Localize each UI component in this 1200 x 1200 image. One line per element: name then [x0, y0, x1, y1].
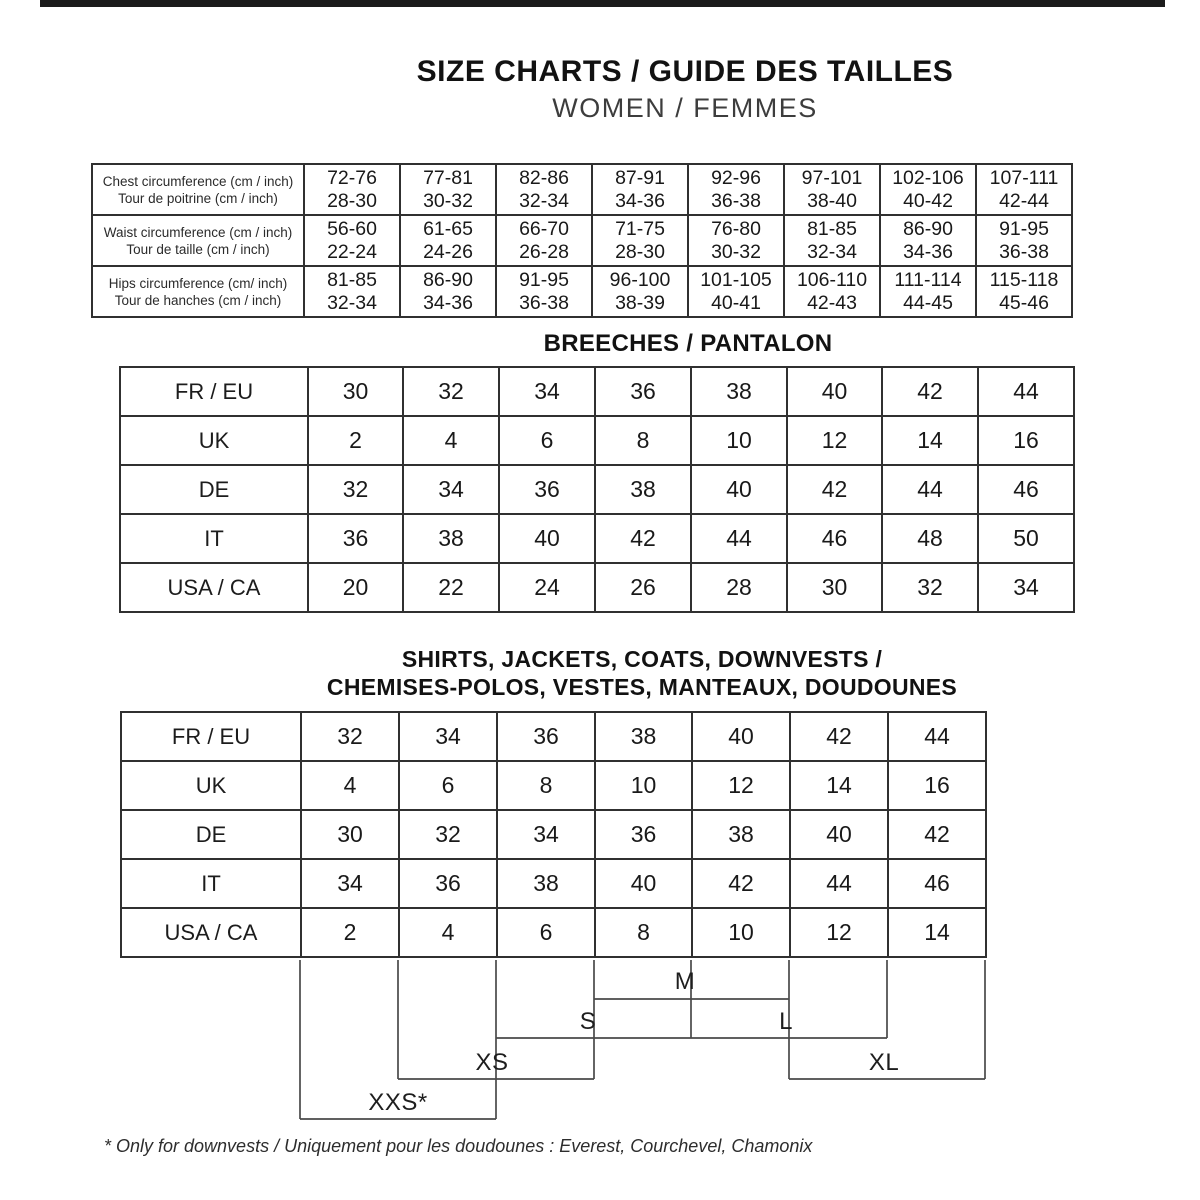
size-value: 10: [691, 416, 787, 465]
size-value: 34: [399, 712, 497, 761]
region-label: IT: [121, 859, 301, 908]
size-label-xxs: XXS*: [368, 1089, 428, 1116]
label-fr: Tour de poitrine (cm / inch): [118, 190, 278, 206]
size-value: 12: [692, 761, 790, 810]
measurement-label: [92, 215, 304, 266]
size-label-xl: XL: [868, 1049, 900, 1076]
inch-range: 44-45: [903, 291, 953, 314]
label-fr: Tour de hanches (cm / inch): [114, 292, 282, 308]
size-value: 42: [888, 810, 986, 859]
size-value: 36: [595, 810, 692, 859]
size-label-m: M: [674, 968, 696, 995]
size-value: 36: [308, 514, 403, 563]
size-label-xs: XS: [475, 1049, 509, 1076]
size-value: 36: [499, 465, 595, 514]
size-value: 28: [691, 563, 787, 612]
size-value: 32: [301, 712, 399, 761]
size-value: 14: [790, 761, 888, 810]
page-title: SIZE CHARTS / GUIDE DES TAILLES: [416, 55, 954, 88]
region-label: UK: [121, 761, 301, 810]
size-label-s: S: [579, 1008, 597, 1035]
size-value: 38: [595, 712, 692, 761]
measurement-cell: [784, 266, 880, 317]
table-row: [121, 712, 986, 761]
inch-range: 42-44: [999, 189, 1049, 212]
cm-range: 106-110: [796, 268, 868, 291]
size-value: 10: [692, 908, 790, 957]
inch-range: 38-40: [807, 189, 857, 212]
measurement-label: [92, 164, 304, 215]
size-value: 6: [499, 416, 595, 465]
size-value: 40: [499, 514, 595, 563]
size-value: 8: [595, 908, 692, 957]
measurements-table: [91, 163, 1073, 318]
size-value: 16: [978, 416, 1074, 465]
measurement-cell: [592, 215, 688, 266]
cm-range: 81-85: [807, 217, 857, 240]
inch-range: 30-32: [711, 240, 761, 263]
cm-range: 86-90: [423, 268, 473, 291]
cm-range: 82-86: [519, 166, 569, 189]
page-subtitle: WOMEN / FEMMES: [552, 93, 818, 123]
cm-range: 91-95: [519, 268, 569, 291]
measurement-cell: [880, 164, 976, 215]
cm-range: 66-70: [519, 217, 569, 240]
size-value: 6: [399, 761, 497, 810]
cm-range: 111-114: [894, 268, 962, 291]
size-value: 30: [308, 367, 403, 416]
size-value: 44: [882, 465, 978, 514]
size-value: 44: [888, 712, 986, 761]
inch-range: 32-34: [807, 240, 857, 263]
region-label: FR / EU: [120, 367, 308, 416]
inch-range: 34-36: [423, 291, 473, 314]
size-value: 8: [497, 761, 595, 810]
inch-range: 24-26: [423, 240, 473, 263]
inch-range: 34-36: [903, 240, 953, 263]
size-value: 16: [888, 761, 986, 810]
measurement-cell: [304, 215, 400, 266]
cm-range: 101-105: [700, 268, 772, 291]
table-row: [121, 859, 986, 908]
size-value: 24: [499, 563, 595, 612]
table-row: [92, 266, 1072, 317]
size-value: 44: [790, 859, 888, 908]
cm-range: 102-106: [892, 166, 964, 189]
inch-range: 40-41: [711, 291, 761, 314]
size-value: 30: [301, 810, 399, 859]
size-value: 34: [499, 367, 595, 416]
inch-range: 36-38: [519, 291, 569, 314]
measurement-cell: [496, 164, 592, 215]
measurement-cell: [976, 215, 1072, 266]
size-value: 38: [692, 810, 790, 859]
measurement-cell: [400, 215, 496, 266]
size-value: 44: [691, 514, 787, 563]
size-value: 40: [692, 712, 790, 761]
size-value: 48: [882, 514, 978, 563]
measurement-cell: [688, 266, 784, 317]
size-value: 38: [595, 465, 691, 514]
size-value: 42: [882, 367, 978, 416]
size-value: 32: [399, 810, 497, 859]
region-label: DE: [121, 810, 301, 859]
cm-range: 81-85: [327, 268, 377, 291]
table-row: [120, 465, 1074, 514]
size-value: 14: [882, 416, 978, 465]
size-value: 4: [301, 761, 399, 810]
size-value: 6: [497, 908, 595, 957]
region-label: UK: [120, 416, 308, 465]
size-value: 26: [595, 563, 691, 612]
size-value: 40: [691, 465, 787, 514]
shirts-heading-line1: SHIRTS, JACKETS, COATS, DOWNVESTS /: [401, 646, 883, 672]
size-value: 46: [888, 859, 986, 908]
measurement-cell: [400, 266, 496, 317]
size-value: 2: [301, 908, 399, 957]
measurement-cell: [784, 164, 880, 215]
measurement-cell: [880, 215, 976, 266]
size-value: 32: [308, 465, 403, 514]
inch-range: 28-30: [615, 240, 665, 263]
size-value: 42: [595, 514, 691, 563]
size-value: 10: [595, 761, 692, 810]
measurement-label: [92, 266, 304, 317]
size-value: 32: [403, 367, 499, 416]
measurement-cell: [400, 164, 496, 215]
size-value: 34: [301, 859, 399, 908]
inch-range: 45-46: [999, 291, 1049, 314]
inch-range: 36-38: [999, 240, 1049, 263]
scan-edge-bar: [40, 0, 1165, 7]
size-value: 50: [978, 514, 1074, 563]
region-label: IT: [120, 514, 308, 563]
cm-range: 97-101: [801, 166, 863, 189]
cm-range: 92-96: [711, 166, 761, 189]
size-value: 46: [978, 465, 1074, 514]
measurement-cell: [496, 215, 592, 266]
breeches-heading: BREECHES / PANTALON: [543, 330, 833, 357]
size-label-l: L: [779, 1008, 793, 1035]
cm-range: 115-118: [989, 268, 1059, 291]
inch-range: 26-28: [519, 240, 569, 263]
cm-range: 87-91: [615, 166, 665, 189]
table-row: [120, 416, 1074, 465]
shirts-heading: [242, 645, 1042, 701]
cm-range: 76-80: [711, 217, 761, 240]
inch-range: 32-34: [519, 189, 569, 212]
size-value: 4: [403, 416, 499, 465]
size-value: 4: [399, 908, 497, 957]
size-value: 40: [787, 367, 882, 416]
measurement-cell: [688, 164, 784, 215]
inch-range: 36-38: [711, 189, 761, 212]
shirts-table: [120, 711, 987, 958]
label-en: Waist circumference (cm / inch): [103, 224, 293, 240]
size-value: 40: [595, 859, 692, 908]
region-label: USA / CA: [120, 563, 308, 612]
inch-range: 42-43: [807, 291, 857, 314]
size-value: 40: [790, 810, 888, 859]
cm-range: 77-81: [423, 166, 473, 189]
size-value: 38: [403, 514, 499, 563]
cm-range: 56-60: [327, 217, 377, 240]
size-value: 12: [790, 908, 888, 957]
inch-range: 28-30: [327, 189, 377, 212]
table-row: [120, 514, 1074, 563]
region-label: USA / CA: [121, 908, 301, 957]
cm-range: 86-90: [903, 217, 953, 240]
measurement-cell: [976, 266, 1072, 317]
breeches-table: [119, 366, 1075, 613]
shirts-heading-line2: CHEMISES-POLOS, VESTES, MANTEAUX, DOUDOUNES: [326, 674, 958, 700]
cm-range: 107-111: [989, 166, 1059, 189]
inch-range: 34-36: [615, 189, 665, 212]
measurement-cell: [592, 164, 688, 215]
measurement-cell: [592, 266, 688, 317]
measurement-cell: [304, 266, 400, 317]
size-value: 42: [790, 712, 888, 761]
size-value: 38: [497, 859, 595, 908]
footnote: * Only for downvests / Uniquement pour les doudounes : Everest, Courchevel, Chamonix: [104, 1136, 813, 1156]
size-value: 42: [787, 465, 882, 514]
cm-range: 91-95: [999, 217, 1049, 240]
size-value: 12: [787, 416, 882, 465]
size-value: 38: [691, 367, 787, 416]
label-fr: Tour de taille (cm / inch): [126, 241, 270, 257]
size-value: 42: [692, 859, 790, 908]
table-row: [120, 367, 1074, 416]
size-value: 2: [308, 416, 403, 465]
size-value: 34: [978, 563, 1074, 612]
table-row: [121, 908, 986, 957]
cm-range: 96-100: [609, 268, 671, 291]
measurement-cell: [784, 215, 880, 266]
inch-range: 30-32: [423, 189, 473, 212]
measurement-cell: [976, 164, 1072, 215]
size-value: 46: [787, 514, 882, 563]
size-value: 44: [978, 367, 1074, 416]
label-en: Hips circumference (cm/ inch): [108, 275, 288, 291]
table-row: [121, 761, 986, 810]
measurement-cell: [688, 215, 784, 266]
size-value: 36: [399, 859, 497, 908]
size-value: 14: [888, 908, 986, 957]
inch-range: 40-42: [903, 189, 953, 212]
size-value: 34: [497, 810, 595, 859]
label-en: Chest circumference (cm / inch): [102, 173, 294, 189]
region-label: DE: [120, 465, 308, 514]
size-value: 32: [882, 563, 978, 612]
table-row: [92, 164, 1072, 215]
inch-range: 38-39: [615, 291, 665, 314]
cm-range: 71-75: [615, 217, 665, 240]
inch-range: 32-34: [327, 291, 377, 314]
table-row: [121, 810, 986, 859]
size-value: 22: [403, 563, 499, 612]
measurement-cell: [496, 266, 592, 317]
size-value: 30: [787, 563, 882, 612]
size-value: 8: [595, 416, 691, 465]
measurement-cell: [880, 266, 976, 317]
measurement-cell: [304, 164, 400, 215]
table-row: [120, 563, 1074, 612]
size-value: 36: [595, 367, 691, 416]
size-value: 34: [403, 465, 499, 514]
cm-range: 61-65: [423, 217, 473, 240]
region-label: FR / EU: [121, 712, 301, 761]
table-row: [92, 215, 1072, 266]
size-value: 20: [308, 563, 403, 612]
cm-range: 72-76: [327, 166, 377, 189]
size-value: 36: [497, 712, 595, 761]
inch-range: 22-24: [327, 240, 377, 263]
